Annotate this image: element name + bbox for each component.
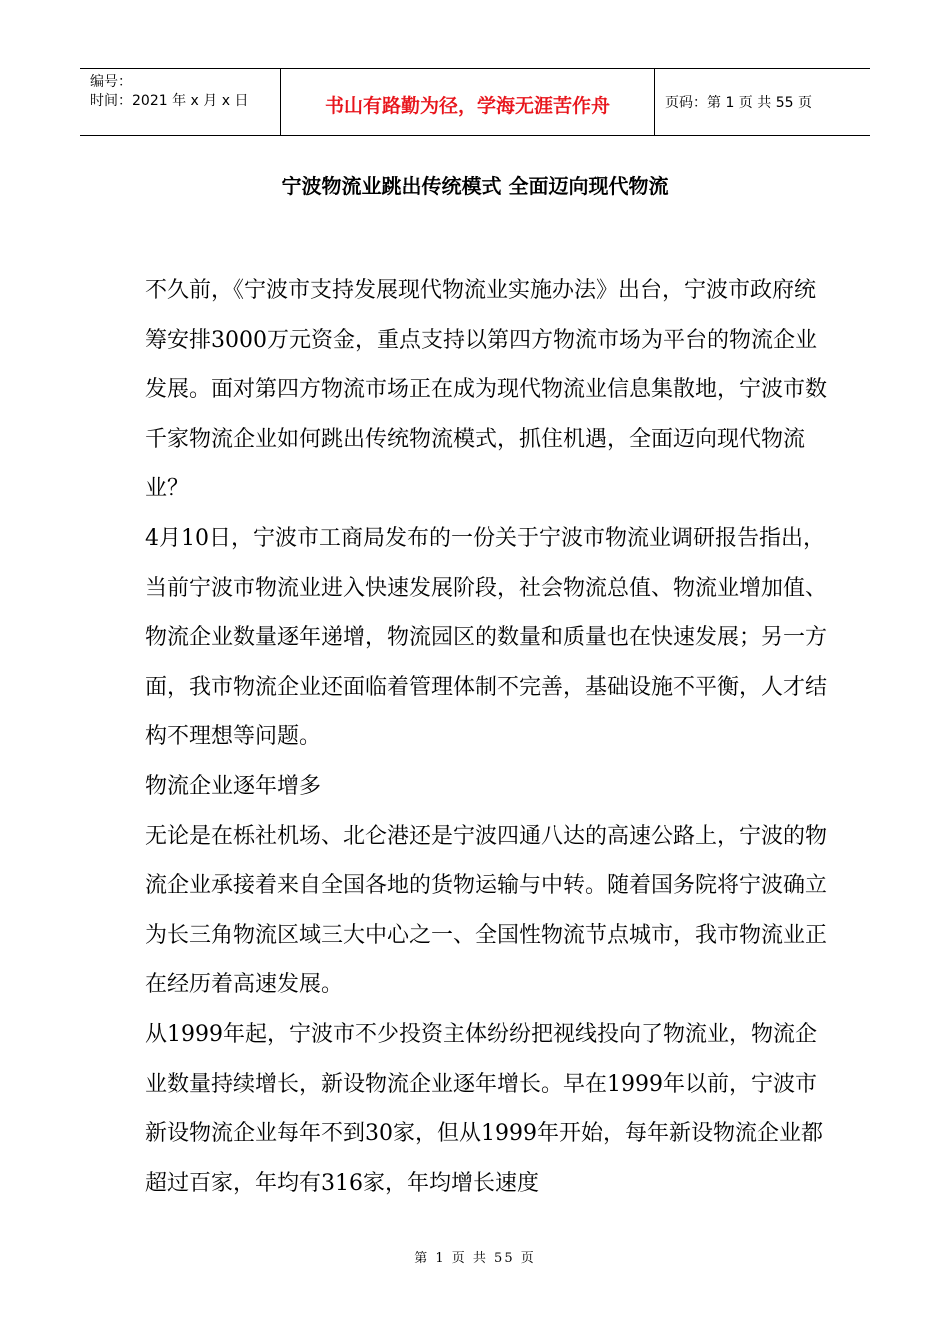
paragraph: 不久前，《宁波市支持发展现代物流业实施办法》出台，宁波市政府统筹安排3000万元资金，重点支持以第四方物流市场为平台的物流企业发展。面对第四方物流市场正在成为现代物流业信息集散地，宁波市数千家物流企业如何跳出传统物流模式，抓住机遇，全面迈向现代物流业？ <box>145 278 828 502</box>
header-motto: 书山有路勤为径，学海无涯苦作舟 <box>281 69 655 135</box>
document-title: 宁波物流业跳出传统模式 全面迈向现代物流 <box>281 174 669 198</box>
paragraph: 4月10日，宁波市工商局发布的一份关于宁波市物流业调研报告指出，当前宁波市物流业进入快速发展阶段，社会物流总值、物流业增加值、物流企业数量逐年递增，物流园区的数量和质量也在快速发展；另一方面，我市物流企业还面临着管理体制不完善，基础设施不平衡，人才结构不理想等问题。 <box>145 525 828 750</box>
document-body <box>145 266 827 1208</box>
header-page-info: 页码：第 1 页 共 55 页 <box>665 95 812 111</box>
document-date: 时间：2021 年 x 月 x 日 <box>90 93 249 109</box>
header-meta <box>80 69 281 135</box>
section-heading: 物流企业逐年增多 <box>145 773 322 799</box>
header-table <box>80 68 870 136</box>
page-footer: 第 1 页 共 55 页 <box>414 1251 536 1266</box>
paragraph: 无论是在栎社机场、北仑港还是宁波四通八达的高速公路上，宁波的物流企业承接着来自全国各地的货物运输与中转。随着国务院将宁波确立为长三角物流区域三大中心之一、全国性物流节点城市，我市物流业正在经历着高速发展。 <box>145 823 828 998</box>
document-number-label: 编号： <box>90 74 132 90</box>
paragraph: 从1999年起，宁波市不少投资主体纷纷把视线投向了物流业，物流企业数量持续增长，新设物流企业逐年增长。早在1999年以前，宁波市新设物流企业每年不到30家，但从1999年开始，每年新设物流企业都超过百家，年均有316家，年均增长速度 <box>145 1021 823 1196</box>
